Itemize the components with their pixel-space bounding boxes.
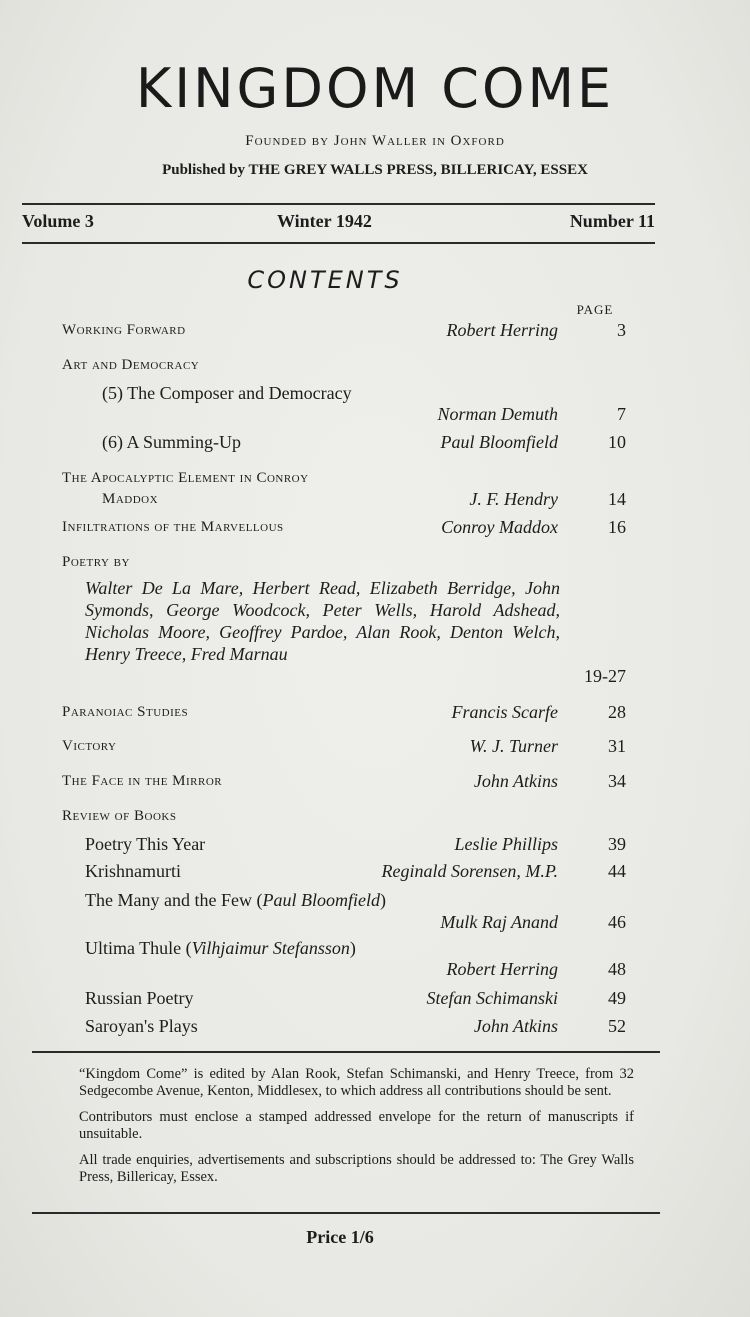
review-book-title: The Many and the Few [85,890,252,910]
magazine-title: KINGDOM COME [135,57,615,120]
toc-page: 10 [608,432,626,452]
publisher-line: Published by THE GREY WALLS PRESS, BILLERICAY, ESSEX [162,162,588,178]
editorial-notes [79,1066,634,1195]
trade-note: All trade enquiries, advertisements and subscriptions should be addressed to: The Grey Walls Press, Billericay, Essex. [79,1152,634,1185]
toc-title: Victory [62,738,117,754]
toc-author: Reginald Sorensen, M.P. [381,861,558,881]
toc-page: 7 [617,404,626,424]
toc-section-title: Art and Democracy [62,357,200,373]
toc-page: 16 [608,517,626,537]
toc-author: Francis Scarfe [451,702,558,722]
toc-author: John Atkins [473,771,558,791]
issue-season: Winter 1942 [277,211,372,231]
toc-title: Poetry This Year [85,834,206,854]
toc-title: (6) A Summing-Up [102,432,242,452]
toc-page: 28 [608,702,626,722]
toc-page: 39 [608,834,626,854]
toc-page: 19-27 [584,666,626,686]
envelope-note: Contributors must enclose a stamped addressed envelope for the return of manuscripts if unsuitable. [79,1109,634,1142]
toc-title: Russian Poetry [85,988,194,1008]
toc-page: 52 [608,1016,626,1036]
divider [32,1051,660,1053]
page-column-label: PAGE [576,302,614,317]
review-book-author: Vilhjaimur Stefansson [191,938,350,958]
toc-author: Robert Herring [446,320,558,340]
toc-author: John Atkins [473,1016,558,1036]
price-label: Price 1/6 [306,1227,374,1247]
toc-title: (5) The Composer and Democracy [102,383,352,403]
toc-author: J. F. Hendry [469,489,558,509]
toc-page: 14 [608,489,626,509]
toc-author: Conroy Maddox [441,517,558,537]
editors-note: “Kingdom Come” is edited by Alan Rook, Stefan Schimanski, and Henry Treece, from 32 Sedgecombe Avenue, Kenton, Middlesex, to which address all contributions should be sent. [79,1066,634,1099]
toc-author: Mulk Raj Anand [440,912,558,932]
toc-title: Infiltrations of the Marvellous [62,519,284,535]
toc-author: Robert Herring [446,959,558,979]
toc-author: W. J. Turner [469,736,558,756]
toc-title: Paranoiac Studies [62,704,189,720]
toc-title: The Apocalyptic Element in Conroy [62,470,309,486]
toc-author: Leslie Phillips [454,834,558,854]
founded-line: Founded by John Waller in Oxford [245,133,505,149]
issue-number: Number 11 [569,211,655,231]
toc-page: 34 [608,771,626,791]
toc-title: Krishnamurti [85,861,181,881]
divider [32,1212,660,1214]
toc-page: 31 [608,736,626,756]
toc-title: Ultima Thule (Vilhjaimur Stefansson) [85,938,356,958]
toc-page: 49 [608,988,626,1008]
toc-section-title: Review of Books [62,808,177,824]
toc-title-continued: Maddox [102,491,159,507]
toc-author: Paul Bloomfield [440,432,558,452]
toc-title: Saroyan's Plays [85,1016,198,1036]
issue-volume: Volume 3 [22,211,94,231]
toc-page: 46 [608,912,626,932]
toc-author: Stefan Schimanski [426,988,558,1008]
toc-author: Norman Demuth [437,404,558,424]
toc-page: 3 [617,320,626,340]
review-book-author: Paul Bloomfield [262,890,380,910]
toc-title: The Face in the Mirror [62,773,223,789]
toc-title: Working Forward [62,322,186,338]
toc-section-title: Poetry by [62,554,130,570]
poetry-contributors: Walter De La Mare, Herbert Read, Elizabeth Berridge, John Symonds, George Woodcock, Peter Wells, Harold Adshead, Nicholas Moore, Geoffrey Pardoe, Alan Rook, Denton Welch, Henry Treece, Fred Marnau [85,578,560,664]
toc-title: The Many and the Few (Paul Bloomfield) [85,890,386,910]
toc-page: 44 [608,861,626,881]
contents-heading: CONTENTS [247,266,403,294]
review-book-title: Ultima Thule [85,938,182,958]
toc-page: 48 [608,959,626,979]
